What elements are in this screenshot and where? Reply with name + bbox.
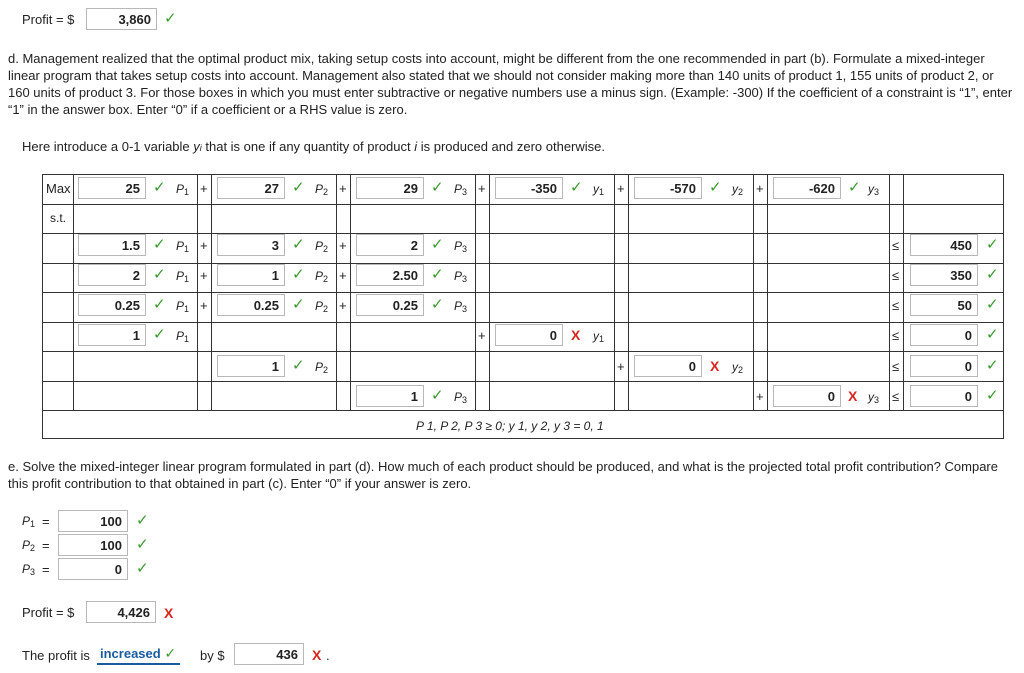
var-p2: $P_2$ <box>315 269 329 284</box>
plus-sign: + <box>478 181 486 196</box>
obj-coef-y2[interactable]: -570 <box>634 177 702 199</box>
plus-sign: + <box>339 181 347 196</box>
le-sign: ≤ <box>892 298 900 313</box>
obj-coef-p2[interactable]: 27 <box>217 177 285 199</box>
obj-coef-y3[interactable]: -620 <box>773 177 841 199</box>
plus-sign: + <box>200 181 208 196</box>
check-icon: ✓ <box>136 536 149 553</box>
var-p3: $P_3$ <box>22 562 36 577</box>
le-sign: ≤ <box>892 238 900 253</box>
var-y3: $y_3$ <box>868 182 880 197</box>
var-p3: $P_3$ <box>454 390 468 405</box>
plus-sign: + <box>617 359 625 374</box>
check-icon: ✓ <box>292 266 305 283</box>
profit-input[interactable]: 4,426 <box>86 601 156 623</box>
check-icon: ✓ <box>848 179 861 196</box>
var-p2: $P_2$ <box>315 239 329 254</box>
var-p1: $P_1$ <box>176 329 190 344</box>
var-p1: $P_1$ <box>176 239 190 254</box>
var-p2: $P_2$ <box>22 538 36 553</box>
top-profit-input[interactable]: 3,860 <box>86 8 157 30</box>
part-d-intro: Here introduce a 0-1 variable yi that is one if any quantity of product i is produced and zero otherwise. <box>22 139 606 154</box>
nonnegativity-text: P 1, P 2, P 3 ≥ 0; y 1, y 2, y 3 = 0, 1 <box>416 419 604 433</box>
plus-sign: + <box>339 298 347 313</box>
var-p2: $P_2$ <box>315 299 329 314</box>
var-p2: $P_2$ <box>315 360 329 375</box>
check-icon: ✓ <box>431 236 444 253</box>
change-dropdown[interactable] <box>97 645 180 665</box>
check-icon: ✓ <box>164 10 177 27</box>
c2-rhs[interactable]: 350 <box>910 264 978 286</box>
c1-rhs[interactable]: 450 <box>910 234 978 256</box>
var-p3: $P_3$ <box>454 239 468 254</box>
check-icon: ✓ <box>431 179 444 196</box>
c4-coef-y1[interactable]: 0 <box>495 324 563 346</box>
plus-sign: + <box>339 238 347 253</box>
cross-icon: X <box>312 647 322 663</box>
var-p3: $P_3$ <box>454 182 468 197</box>
plus-sign: + <box>200 268 208 283</box>
check-icon: ✓ <box>431 296 444 313</box>
check-icon: ✓ <box>153 179 166 196</box>
c2-coef-p3[interactable]: 2.50 <box>356 264 424 286</box>
c1-coef-p2[interactable]: 3 <box>217 234 285 256</box>
answer-p2-input[interactable]: 100 <box>58 534 128 556</box>
c4-rhs[interactable]: 0 <box>910 324 978 346</box>
var-p1: $P_1$ <box>176 299 190 314</box>
check-icon: ✓ <box>153 266 166 283</box>
by-label: by $ <box>200 648 225 663</box>
var-y1: $y_1$ <box>593 329 605 344</box>
check-icon: ✓ <box>136 512 149 529</box>
check-icon: ✓ <box>986 266 999 283</box>
check-icon: ✓ <box>292 296 305 313</box>
change-dropdown-value: increased <box>100 646 161 661</box>
cross-icon: X <box>710 358 720 374</box>
var-p3: $P_3$ <box>454 269 468 284</box>
le-sign: ≤ <box>892 359 900 374</box>
check-icon: ✓ <box>986 236 999 253</box>
c6-coef-p3[interactable]: 1 <box>356 385 424 407</box>
part-d-text: d. Management realized that the optimal product mix, taking setup costs into account, might be different from the one recommended in part (b). Formulate a mixed-integer linear program that takes setup costs into account. Management also stated that we should not consider making more than 140 units of product 1, 155 units of product 2, or 160 units of product 3. For those boxes in which you must enter subtractive or negative numbers use a minus sign. (Example: -300) If the coefficient of a constraint is “1”, enter “1” in the answer box. Enter “0” if a coefficient or a RHS value is zero. <box>8 51 1013 117</box>
profit-is-label: The profit is <box>22 648 90 663</box>
top-profit-label: Profit = $ <box>22 12 75 27</box>
check-icon: ✓ <box>153 236 166 253</box>
plus-sign: + <box>756 181 764 196</box>
max-label: Max <box>46 181 71 196</box>
c5-rhs[interactable]: 0 <box>910 355 978 377</box>
obj-coef-y1[interactable]: -350 <box>495 177 563 199</box>
answer-p3-input[interactable]: 0 <box>58 558 128 580</box>
check-icon: ✓ <box>153 326 166 343</box>
le-sign: ≤ <box>892 268 900 283</box>
var-y2: $y_2$ <box>732 182 744 197</box>
c3-coef-p3[interactable]: 0.25 <box>356 294 424 316</box>
c5-coef-p2[interactable]: 1 <box>217 355 285 377</box>
equals-sign: = <box>42 514 50 529</box>
c5-coef-y2[interactable]: 0 <box>634 355 702 377</box>
st-label: s.t. <box>50 211 67 225</box>
check-icon: ✓ <box>292 236 305 253</box>
var-y2: $y_2$ <box>732 360 744 375</box>
check-icon: ✓ <box>986 296 999 313</box>
answer-p1-input[interactable]: 100 <box>58 510 128 532</box>
equals-sign: = <box>42 538 50 553</box>
c6-rhs[interactable]: 0 <box>910 385 978 407</box>
cross-icon: X <box>164 605 174 621</box>
difference-input[interactable]: 436 <box>234 643 304 665</box>
check-icon: ✓ <box>431 266 444 283</box>
check-icon: ✓ <box>986 357 999 374</box>
check-icon: ✓ <box>292 357 305 374</box>
check-icon: ✓ <box>709 179 722 196</box>
le-sign: ≤ <box>892 389 900 404</box>
c3-rhs[interactable]: 50 <box>910 294 978 316</box>
check-icon: ✓ <box>986 387 999 404</box>
var-y3: $y_3$ <box>868 390 880 405</box>
period: . <box>326 648 330 663</box>
plus-sign: + <box>756 389 764 404</box>
c2-coef-p2[interactable]: 1 <box>217 264 285 286</box>
c2-coef-p1[interactable]: 2 <box>78 264 146 286</box>
c3-coef-p1[interactable]: 0.25 <box>78 294 146 316</box>
plus-sign: + <box>339 268 347 283</box>
c1-coef-p3[interactable]: 2 <box>356 234 424 256</box>
check-icon: ✓ <box>153 296 166 313</box>
cross-icon: X <box>571 327 581 343</box>
profit-label: Profit = $ <box>22 605 75 620</box>
check-icon: ✓ <box>570 179 583 196</box>
check-icon: ✓ <box>164 645 177 661</box>
var-p1: $P_1$ <box>176 182 190 197</box>
cross-icon: X <box>848 388 858 404</box>
c1-coef-p1[interactable]: 1.5 <box>78 234 146 256</box>
check-icon: ✓ <box>431 387 444 404</box>
plus-sign: + <box>617 181 625 196</box>
plus-sign: + <box>478 328 486 343</box>
c3-coef-p2[interactable]: 0.25 <box>217 294 285 316</box>
check-icon: ✓ <box>292 179 305 196</box>
plus-sign: + <box>200 298 208 313</box>
c4-coef-p1[interactable]: 1 <box>78 324 146 346</box>
var-p1: $P_1$ <box>176 269 190 284</box>
var-p1: $P_1$ <box>22 514 36 529</box>
check-icon: ✓ <box>136 560 149 577</box>
plus-sign: + <box>200 238 208 253</box>
var-p2: $P_2$ <box>315 182 329 197</box>
le-sign: ≤ <box>892 328 900 343</box>
equals-sign: = <box>42 562 50 577</box>
obj-coef-p1[interactable]: 25 <box>78 177 146 199</box>
part-e-text: e. Solve the mixed-integer linear program formulated in part (d). How much of each product should be produced, and what is the projected total profit contribution? Compare this profit contribution to that obtained in part (c). Enter “0” if your answer is zero. <box>8 459 998 491</box>
var-y1: $y_1$ <box>593 182 605 197</box>
c6-coef-y3[interactable]: 0 <box>773 385 841 407</box>
obj-coef-p3[interactable]: 29 <box>356 177 424 199</box>
var-p3: $P_3$ <box>454 299 468 314</box>
check-icon: ✓ <box>986 326 999 343</box>
